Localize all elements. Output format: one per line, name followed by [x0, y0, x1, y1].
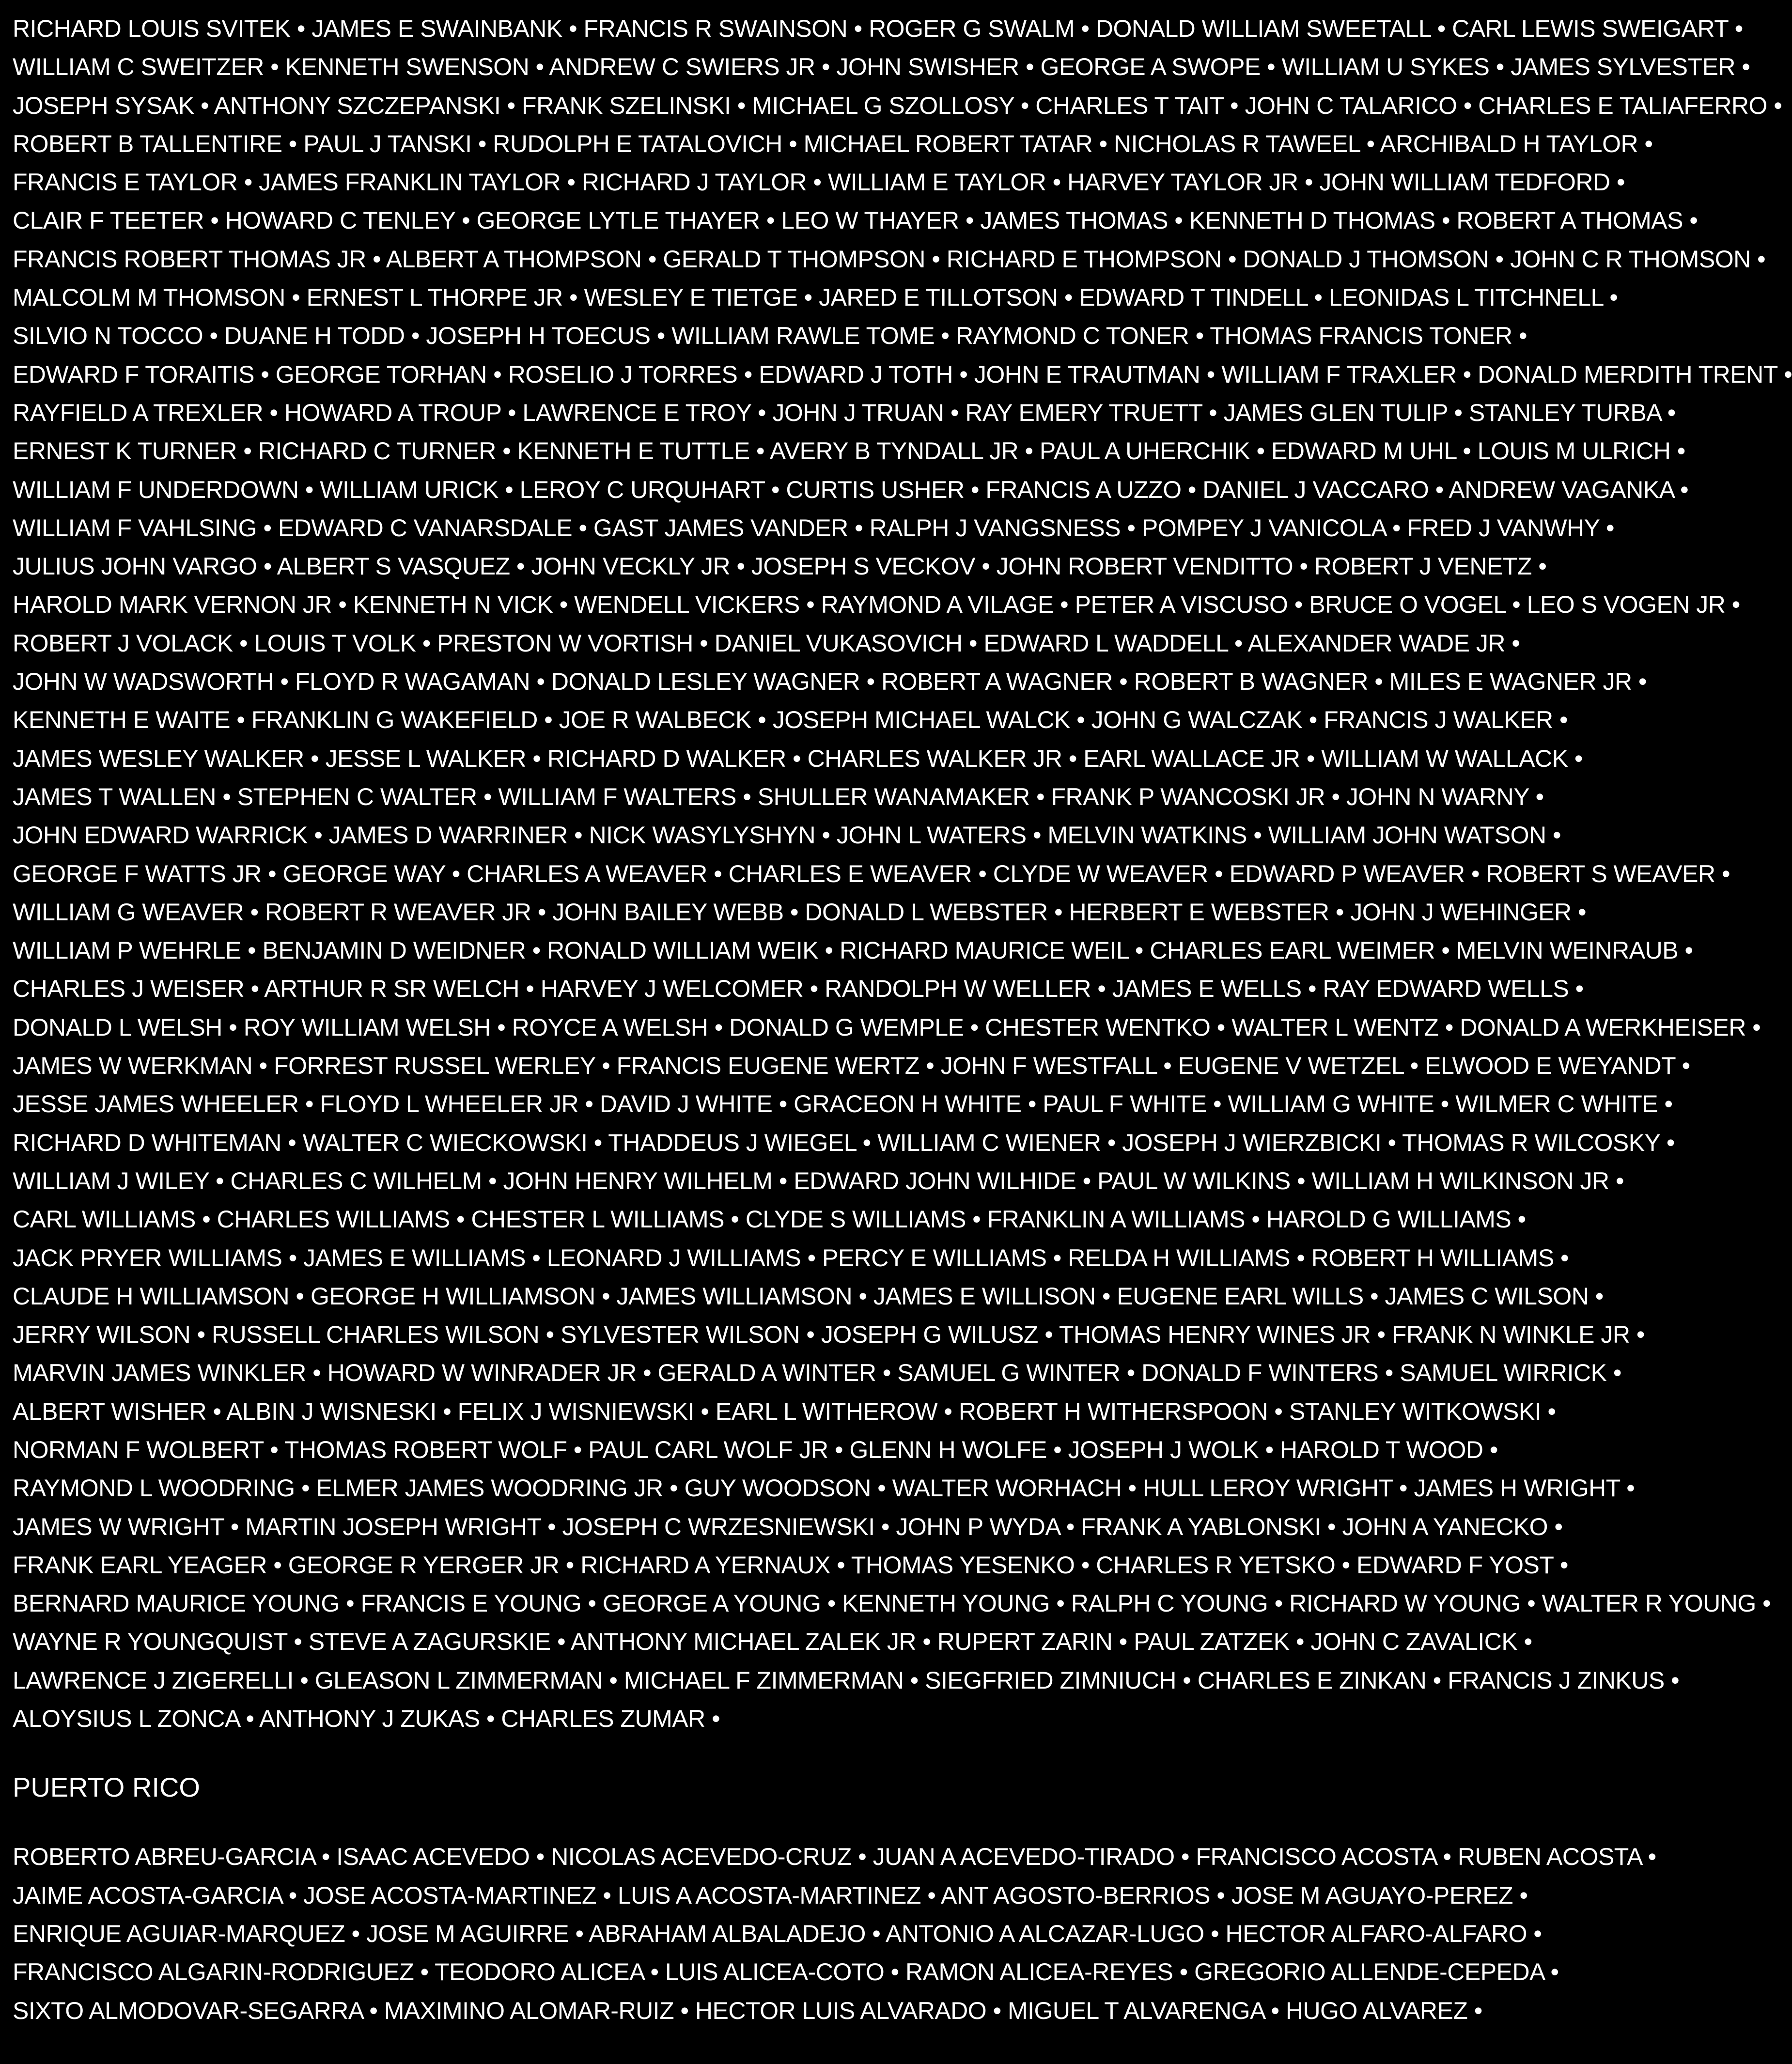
name-line: JOHN EDWARD WARRICK • JAMES D WARRINER • NICK WASYLYSHYN • JOHN L WATERS • MELVIN WATKINS • WILLIAM JOHN WATSON • — [13, 822, 1561, 849]
name-line: WILLIAM F VAHLSING • EDWARD C VANARSDALE • GAST JAMES VANDER • RALPH J VANGSNESS • POMPEY J VANICOLA • FRED J VANWHY • — [13, 514, 1614, 542]
name-line: RICHARD LOUIS SVITEK • JAMES E SWAINBANK • FRANCIS R SWAINSON • ROGER G SWALM • DONALD WILLIAM SWEETALL • CARL LEWIS SWEIGART • — [13, 15, 1743, 42]
name-line: WAYNE R YOUNGQUIST • STEVE A ZAGURSKIE • ANTHONY MICHAEL ZALEK JR • RUPERT ZARIN • PAUL ZATZEK • JOHN C ZAVALICK • — [13, 1628, 1532, 1656]
name-line: JAMES W WERKMAN • FORREST RUSSEL WERLEY • FRANCIS EUGENE WERTZ • JOHN F WESTFALL • EUGENE V WETZEL • ELWOOD E WEYANDT • — [13, 1052, 1690, 1080]
name-line: JERRY WILSON • RUSSELL CHARLES WILSON • SYLVESTER WILSON • JOSEPH G WILUSZ • THOMAS HENRY WINES JR • FRANK N WINKLE JR • — [13, 1321, 1645, 1349]
name-line: ERNEST K TURNER • RICHARD C TURNER • KENNETH E TUTTLE • AVERY B TYNDALL JR • PAUL A UHERCHIK • EDWARD M UHL • LOUIS M ULRICH • — [13, 437, 1685, 465]
name-line: LAWRENCE J ZIGERELLI • GLEASON L ZIMMERMAN • MICHAEL F ZIMMERMAN • SIEGFRIED ZIMNIUCH • CHARLES E ZINKAN • FRANCIS J ZINKUS • — [13, 1666, 1680, 1694]
name-line: MALCOLM M THOMSON • ERNEST L THORPE JR • WESLEY E TIETGE • JARED E TILLOTSON • EDWARD T TINDELL • LEONIDAS L TITCHNELL • — [13, 284, 1618, 311]
name-line: JESSE JAMES WHEELER • FLOYD L WHEELER JR • DAVID J WHITE • GRACEON H WHITE • PAUL F WHITE • WILLIAM G WHITE • WILMER C WHITE • — [13, 1090, 1673, 1118]
name-line: CARL WILLIAMS • CHARLES WILLIAMS • CHESTER L WILLIAMS • CLYDE S WILLIAMS • FRANKLIN A WILLIAMS • HAROLD G WILLIAMS • — [13, 1206, 1526, 1233]
name-line: CHARLES J WEISER • ARTHUR R SR WELCH • HARVEY J WELCOMER • RANDOLPH W WELLER • JAMES E WELLS • RAY EDWARD WELLS • — [13, 975, 1584, 1003]
name-line: JACK PRYER WILLIAMS • JAMES E WILLIAMS • LEONARD J WILLIAMS • PERCY E WILLIAMS • RELDA H WILLIAMS • ROBERT H WILLIAMS • — [13, 1244, 1569, 1272]
name-line: JAIME ACOSTA-GARCIA • JOSE ACOSTA-MARTINEZ • LUIS A ACOSTA-MARTINEZ • ANT AGOSTO-BERRIOS • JOSE M AGUAYO-PEREZ • — [13, 1881, 1528, 1909]
name-line: CLAIR F TEETER • HOWARD C TENLEY • GEORGE LYTLE THAYER • LEO W THAYER • JAMES THOMAS • KENNETH D THOMAS • ROBERT A THOMAS • — [13, 207, 1698, 234]
name-line: JAMES T WALLEN • STEPHEN C WALTER • WILLIAM F WALTERS • SHULLER WANAMAKER • FRANK P WANCOSKI JR • JOHN N WARNY • — [13, 783, 1544, 810]
name-line: WILLIAM C SWEITZER • KENNETH SWENSON • ANDREW C SWIERS JR • JOHN SWISHER • GEORGE A SWOPE • WILLIAM U SYKES • JAMES SYLVESTER • — [13, 53, 1750, 81]
names-list-puerto-rico — [13, 1838, 1656, 2030]
name-line: HAROLD MARK VERNON JR • KENNETH N VICK • WENDELL VICKERS • RAYMOND A VILAGE • PETER A VISCUSO • BRUCE O VOGEL • LEO S VOGEN JR • — [13, 591, 1740, 619]
name-line: EDWARD F TORAITIS • GEORGE TORHAN • ROSELIO J TORRES • EDWARD J TOTH • JOHN E TRAUTMAN • WILLIAM F TRAXLER • DONALD MERDITH TRENT • — [13, 360, 1792, 388]
name-line: ROBERT B TALLENTIRE • PAUL J TANSKI • RUDOLPH E TATALOVICH • MICHAEL ROBERT TATAR • NICHOLAS R TAWEEL • ARCHIBALD H TAYLOR • — [13, 130, 1653, 157]
name-line: ALBERT WISHER • ALBIN J WISNESKI • FELIX J WISNIEWSKI • EARL L WITHEROW • ROBERT H WITHERSPOON • STANLEY WITKOWSKI • — [13, 1397, 1556, 1425]
name-line: JAMES WESLEY WALKER • JESSE L WALKER • RICHARD D WALKER • CHARLES WALKER JR • EARL WALLACE JR • WILLIAM W WALLACK • — [13, 745, 1583, 772]
name-line: JOSEPH SYSAK • ANTHONY SZCZEPANSKI • FRANK SZELINSKI • MICHAEL G SZOLLOSY • CHARLES T TAIT • JOHN C TALARICO • CHARLES E TALIAFERRO • — [13, 92, 1782, 119]
name-line: WILLIAM P WEHRLE • BENJAMIN D WEIDNER • RONALD WILLIAM WEIK • RICHARD MAURICE WEIL • CHARLES EARL WEIMER • MELVIN WEINRAUB • — [13, 937, 1693, 964]
name-line: RAYFIELD A TREXLER • HOWARD A TROUP • LAWRENCE E TROY • JOHN J TRUAN • RAY EMERY TRUETT • JAMES GLEN TULIP • STANLEY TURBA • — [13, 399, 1676, 426]
name-line: RAYMOND L WOODRING • ELMER JAMES WOODRING JR • GUY WOODSON • WALTER WORHACH • HULL LEROY WRIGHT • JAMES H WRIGHT • — [13, 1474, 1635, 1502]
name-line: BERNARD MAURICE YOUNG • FRANCIS E YOUNG • GEORGE A YOUNG • KENNETH YOUNG • RALPH C YOUNG • RICHARD W YOUNG • WALTER R YOUNG • — [13, 1590, 1771, 1617]
name-line: ENRIQUE AGUIAR-MARQUEZ • JOSE M AGUIRRE • ABRAHAM ALBALADEJO • ANTONIO A ALCAZAR-LUGO • HECTOR ALFARO-ALFARO • — [13, 1920, 1542, 1947]
name-line: FRANCIS E TAYLOR • JAMES FRANKLIN TAYLOR • RICHARD J TAYLOR • WILLIAM E TAYLOR • HARVEY TAYLOR JR • JOHN WILLIAM TEDFORD • — [13, 169, 1625, 196]
name-line: WILLIAM G WEAVER • ROBERT R WEAVER JR • JOHN BAILEY WEBB • DONALD L WEBSTER • HERBERT E WEBSTER • JOHN J WEHINGER • — [13, 898, 1587, 926]
names-list — [13, 10, 1792, 1738]
name-line: ROBERT J VOLACK • LOUIS T VOLK • PRESTON W VORTISH • DANIEL VUKASOVICH • EDWARD L WADDELL • ALEXANDER WADE JR • — [13, 629, 1520, 657]
name-line: KENNETH E WAITE • FRANKLIN G WAKEFIELD • JOE R WALBECK • JOSEPH MICHAEL WALCK • JOHN G WALCZAK • FRANCIS J WALKER • — [13, 706, 1568, 734]
name-line: NORMAN F WOLBERT • THOMAS ROBERT WOLF • PAUL CARL WOLF JR • GLENN H WOLFE • JOSEPH J WOLK • HAROLD T WOOD • — [13, 1436, 1498, 1463]
name-line: DONALD L WELSH • ROY WILLIAM WELSH • ROYCE A WELSH • DONALD G WEMPLE • CHESTER WENTKO • WALTER L WENTZ • DONALD A WERKHEISER • — [13, 1013, 1761, 1041]
name-line: WILLIAM F UNDERDOWN • WILLIAM URICK • LEROY C URQUHART • CURTIS USHER • FRANCIS A UZZO • DANIEL J VACCARO • ANDREW VAGANKA • — [13, 476, 1689, 503]
name-line: GEORGE F WATTS JR • GEORGE WAY • CHARLES A WEAVER • CHARLES E WEAVER • CLYDE W WEAVER • EDWARD P WEAVER • ROBERT S WEAVER • — [13, 860, 1730, 887]
name-line: SILVIO N TOCCO • DUANE H TODD • JOSEPH H TOECUS • WILLIAM RAWLE TOME • RAYMOND C TONER • THOMAS FRANCIS TONER • — [13, 322, 1527, 350]
name-line: JAMES W WRIGHT • MARTIN JOSEPH WRIGHT • JOSEPH C WRZESNIEWSKI • JOHN P WYDA • FRANK A YABLONSKI • JOHN A YANECKO • — [13, 1513, 1563, 1540]
state-header-puerto-rico: PUERTO RICO — [13, 1772, 200, 1803]
name-line: CLAUDE H WILLIAMSON • GEORGE H WILLIAMSON • JAMES WILLIAMSON • JAMES E WILLISON • EUGENE EARL WILLS • JAMES C WILSON • — [13, 1282, 1604, 1310]
name-line: FRANK EARL YEAGER • GEORGE R YERGER JR • RICHARD A YERNAUX • THOMAS YESENKO • CHARLES R YETSKO • EDWARD F YOST • — [13, 1551, 1568, 1579]
name-line: RICHARD D WHITEMAN • WALTER C WIECKOWSKI • THADDEUS J WIEGEL • WILLIAM C WIENER • JOSEPH J WIERZBICKI • THOMAS R WILCOSKY • — [13, 1129, 1675, 1156]
name-line: ALOYSIUS L ZONCA • ANTHONY J ZUKAS • CHARLES ZUMAR • — [13, 1705, 720, 1733]
name-line: WILLIAM J WILEY • CHARLES C WILHELM • JOHN HENRY WILHELM • EDWARD JOHN WILHIDE • PAUL W WILKINS • WILLIAM H WILKINSON JR • — [13, 1167, 1624, 1195]
name-line: ROBERTO ABREU-GARCIA • ISAAC ACEVEDO • NICOLAS ACEVEDO-CRUZ • JUAN A ACEVEDO-TIRADO • FRANCISCO ACOSTA • RUBEN ACOSTA • — [13, 1843, 1656, 1871]
name-line: JOHN W WADSWORTH • FLOYD R WAGAMAN • DONALD LESLEY WAGNER • ROBERT A WAGNER • ROBERT B WAGNER • MILES E WAGNER JR • — [13, 668, 1647, 696]
name-line: FRANCISCO ALGARIN-RODRIGUEZ • TEODORO ALICEA • LUIS ALICEA-COTO • RAMON ALICEA-REYES • GREGORIO ALLENDE-CEPEDA • — [13, 1958, 1559, 1986]
name-line: MARVIN JAMES WINKLER • HOWARD W WINRADER JR • GERALD A WINTER • SAMUEL G WINTER • DONALD F WINTERS • SAMUEL WIRRICK • — [13, 1359, 1621, 1387]
name-line: FRANCIS ROBERT THOMAS JR • ALBERT A THOMPSON • GERALD T THOMPSON • RICHARD E THOMPSON • DONALD J THOMSON • JOHN C R THOMSON • — [13, 245, 1766, 273]
name-line: SIXTO ALMODOVAR-SEGARRA • MAXIMINO ALOMAR-RUIZ • HECTOR LUIS ALVARADO • MIGUEL T ALVARENGA • HUGO ALVAREZ • — [13, 1997, 1482, 2024]
name-line: JULIUS JOHN VARGO • ALBERT S VASQUEZ • JOHN VECKLY JR • JOSEPH S VECKOV • JOHN ROBERT VENDITTO • ROBERT J VENETZ • — [13, 553, 1547, 580]
